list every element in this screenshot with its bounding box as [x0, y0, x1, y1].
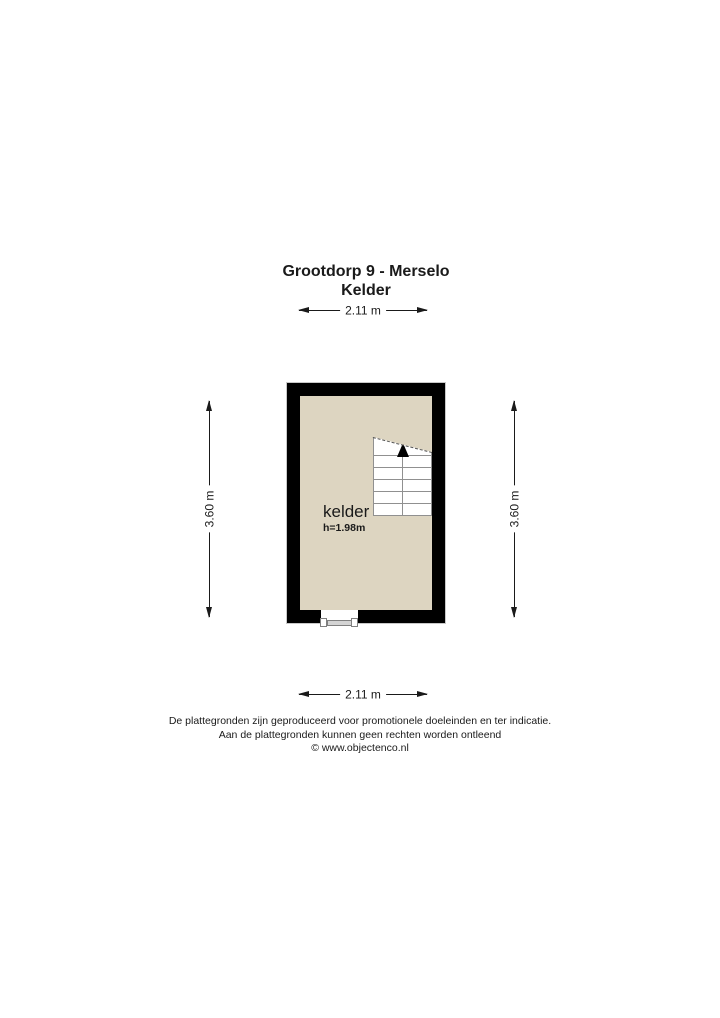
dimension-right: [508, 400, 522, 618]
arrow-up-icon: [206, 400, 212, 411]
door-jamb-left: [320, 618, 327, 627]
arrow-down-icon: [206, 607, 212, 618]
room-name: kelder: [323, 502, 370, 521]
dimension-left: [203, 400, 217, 618]
arrow-up-icon: [511, 400, 517, 411]
arrow-down-icon: [511, 607, 517, 618]
dimension-label-bottom: 2.11 m: [340, 689, 386, 702]
disclaimer-line-2: Aan de plattegronden kunnen geen rechten worden ontleend: [218, 728, 502, 741]
copyright-line: © www.objectenco.nl: [311, 742, 409, 754]
arrow-left-icon: [298, 307, 309, 313]
dimension-label-right: 3.60 m: [509, 486, 522, 533]
dimension-label-top: 2.11 m: [340, 305, 386, 318]
plan-title: Grootdorp 9 - Merselo: [282, 263, 450, 280]
room-height-label: h=1.98m: [323, 522, 366, 534]
room-label: [323, 502, 369, 535]
footer-disclaimer: [0, 715, 720, 756]
arrow-left-icon: [298, 691, 309, 697]
door-threshold: [327, 620, 352, 626]
dimension-label-left: 3.60 m: [204, 486, 217, 533]
title-block: [166, 262, 566, 300]
dimension-bottom: [298, 688, 428, 702]
arrow-right-icon: [417, 691, 428, 697]
stair-walkline: [402, 451, 403, 515]
floor-plan: [287, 383, 445, 623]
plan-subtitle: Kelder: [341, 282, 391, 299]
disclaimer-line-1: De plattegronden zijn geproduceerd voor promotionele doeleinden en ter indicatie.: [168, 715, 552, 727]
dimension-top: [298, 304, 428, 318]
door-jamb-right: [351, 618, 358, 627]
arrow-right-icon: [417, 307, 428, 313]
